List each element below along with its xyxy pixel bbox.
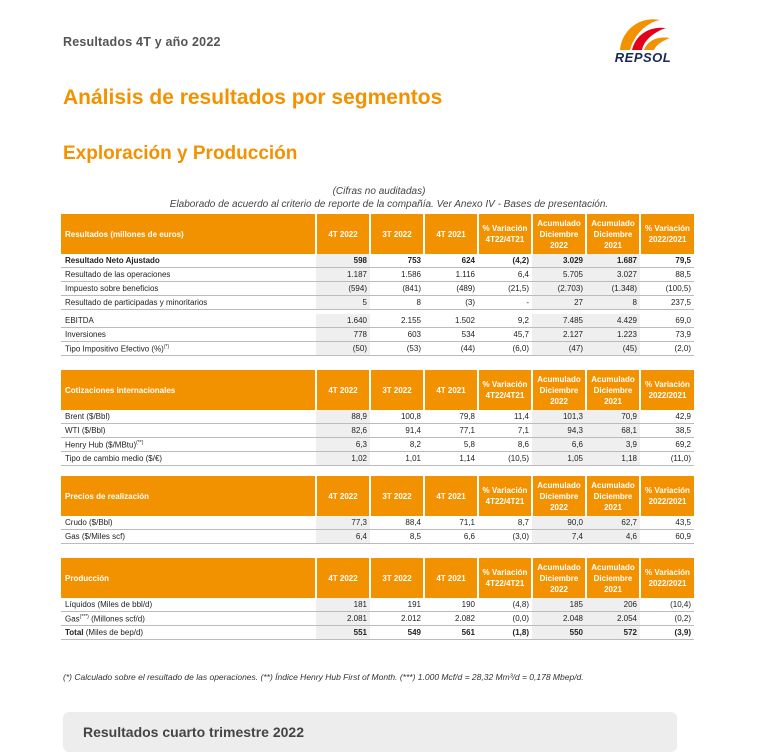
value-cell: 1,14 bbox=[424, 452, 478, 466]
row-label-text: Impuesto sobre beneficios bbox=[65, 284, 159, 293]
column-header: 3T 2022 bbox=[370, 476, 424, 516]
value-cell: (2.703) bbox=[532, 282, 586, 296]
row-label bbox=[61, 516, 316, 530]
column-header: 4T 2021 bbox=[424, 370, 478, 410]
row-label-text: WTI ($/Bbl) bbox=[65, 426, 106, 435]
table-header-row bbox=[61, 370, 694, 410]
document-header: Resultados 4T y año 2022 bbox=[63, 35, 221, 49]
column-header: 4T 2022 bbox=[316, 214, 370, 254]
table-row bbox=[61, 626, 694, 640]
section-table bbox=[61, 370, 694, 466]
table-row bbox=[61, 268, 694, 282]
row-label bbox=[61, 438, 316, 452]
column-header: Acumulado Diciembre 2021 bbox=[586, 370, 640, 410]
value-cell: - bbox=[478, 296, 532, 310]
column-header: 4T 2022 bbox=[316, 558, 370, 598]
table-header-row bbox=[61, 476, 694, 516]
value-cell: 4,6 bbox=[586, 530, 640, 544]
value-cell: 5,8 bbox=[424, 438, 478, 452]
value-cell: 185 bbox=[532, 598, 586, 612]
value-cell: 88,4 bbox=[370, 516, 424, 530]
value-cell: 8,5 bbox=[370, 530, 424, 544]
value-cell: 94,3 bbox=[532, 424, 586, 438]
value-cell: 2.048 bbox=[532, 612, 586, 626]
column-header: 3T 2022 bbox=[370, 214, 424, 254]
value-cell: (2,0) bbox=[640, 342, 694, 356]
value-cell: 43,5 bbox=[640, 516, 694, 530]
value-cell: 603 bbox=[370, 328, 424, 342]
row-label-text: Líquidos (Miles de bbl/d) bbox=[65, 600, 153, 609]
value-cell: (47) bbox=[532, 342, 586, 356]
column-header: 3T 2022 bbox=[370, 558, 424, 598]
row-label bbox=[61, 282, 316, 296]
value-cell: 181 bbox=[316, 598, 370, 612]
value-cell: 3.029 bbox=[532, 254, 586, 268]
value-cell: 190 bbox=[424, 598, 478, 612]
value-cell: 7,4 bbox=[532, 530, 586, 544]
page-title: Análisis de resultados por segmentos bbox=[63, 86, 443, 109]
row-label bbox=[61, 254, 316, 268]
value-cell: (6,0) bbox=[478, 342, 532, 356]
value-cell: 6,3 bbox=[316, 438, 370, 452]
table-row bbox=[61, 452, 694, 466]
value-cell: 88,5 bbox=[640, 268, 694, 282]
value-cell: 73,9 bbox=[640, 328, 694, 342]
value-cell: 598 bbox=[316, 254, 370, 268]
row-label bbox=[61, 268, 316, 282]
section-title: Producción bbox=[61, 558, 316, 598]
value-cell: (50) bbox=[316, 342, 370, 356]
value-cell: 6,6 bbox=[424, 530, 478, 544]
row-label bbox=[61, 314, 316, 328]
value-cell: 6,6 bbox=[532, 438, 586, 452]
row-label bbox=[61, 424, 316, 438]
table-row bbox=[61, 296, 694, 310]
column-header: % Variación 2022/2021 bbox=[640, 558, 694, 598]
table-header-row bbox=[61, 214, 694, 254]
logo-text: REPSOL bbox=[614, 50, 672, 65]
value-cell: 5.705 bbox=[532, 268, 586, 282]
value-cell: 2.054 bbox=[586, 612, 640, 626]
column-header: 4T 2022 bbox=[316, 476, 370, 516]
value-cell: 100,8 bbox=[370, 410, 424, 424]
column-header: Acumulado Diciembre 2022 bbox=[532, 558, 586, 598]
value-cell: (594) bbox=[316, 282, 370, 296]
value-cell: 38,5 bbox=[640, 424, 694, 438]
value-cell: (4,8) bbox=[478, 598, 532, 612]
section-table bbox=[61, 558, 694, 640]
value-cell: 69,2 bbox=[640, 438, 694, 452]
row-label-unit: (Millones scf/d) bbox=[88, 614, 145, 624]
column-header: Acumulado Diciembre 2022 bbox=[532, 214, 586, 254]
column-header: % Variación 2022/2021 bbox=[640, 214, 694, 254]
column-header: 4T 2021 bbox=[424, 558, 478, 598]
value-cell: 753 bbox=[370, 254, 424, 268]
column-header: Acumulado Diciembre 2021 bbox=[586, 558, 640, 598]
column-header: 4T 2021 bbox=[424, 476, 478, 516]
table-row bbox=[61, 438, 694, 452]
table-row bbox=[61, 598, 694, 612]
row-label-text: Inversiones bbox=[65, 330, 106, 339]
column-header: 3T 2022 bbox=[370, 370, 424, 410]
value-cell: 88,9 bbox=[316, 410, 370, 424]
value-cell: 101,3 bbox=[532, 410, 586, 424]
table-row bbox=[61, 342, 694, 356]
value-cell: (10,4) bbox=[640, 598, 694, 612]
table-row bbox=[61, 254, 694, 268]
row-label-text: Brent ($/Bbl) bbox=[65, 412, 110, 421]
value-cell: (100,5) bbox=[640, 282, 694, 296]
table-row bbox=[61, 516, 694, 530]
row-label-text: Henry Hub ($/MBtu) bbox=[65, 440, 137, 450]
row-label-text: Gas bbox=[65, 614, 80, 624]
value-cell: 70,9 bbox=[586, 410, 640, 424]
section-table bbox=[61, 476, 694, 544]
value-cell: 1,05 bbox=[532, 452, 586, 466]
value-cell: (10,5) bbox=[478, 452, 532, 466]
row-label-text: Resultado Neto Ajustado bbox=[65, 256, 160, 265]
table-row bbox=[61, 612, 694, 626]
value-cell: 778 bbox=[316, 328, 370, 342]
row-label-text: EBITDA bbox=[65, 316, 94, 325]
table-header-row bbox=[61, 558, 694, 598]
value-cell: 8 bbox=[586, 296, 640, 310]
section-title: Precios de realización bbox=[61, 476, 316, 516]
row-label-text: Total bbox=[65, 628, 84, 637]
value-cell: (489) bbox=[424, 282, 478, 296]
column-header: % Variación 4T22/4T21 bbox=[478, 476, 532, 516]
value-cell: 550 bbox=[532, 626, 586, 640]
row-label-text: Tipo Impositivo Efectivo (%) bbox=[65, 344, 164, 354]
value-cell: 42,9 bbox=[640, 410, 694, 424]
value-cell: 191 bbox=[370, 598, 424, 612]
value-cell: 534 bbox=[424, 328, 478, 342]
value-cell: 60,9 bbox=[640, 530, 694, 544]
value-cell: 5 bbox=[316, 296, 370, 310]
value-cell: 237,5 bbox=[640, 296, 694, 310]
section-title: Cotizaciones internacionales bbox=[61, 370, 316, 410]
value-cell: 551 bbox=[316, 626, 370, 640]
value-cell: 68,1 bbox=[586, 424, 640, 438]
row-label bbox=[61, 598, 316, 612]
value-cell: 206 bbox=[586, 598, 640, 612]
value-cell: 11,4 bbox=[478, 410, 532, 424]
value-cell: 1.687 bbox=[586, 254, 640, 268]
value-cell: 45,7 bbox=[478, 328, 532, 342]
column-header: % Variación 4T22/4T21 bbox=[478, 370, 532, 410]
row-label-text: Gas ($/Miles scf) bbox=[65, 532, 126, 541]
row-label bbox=[61, 328, 316, 342]
value-cell: (3,9) bbox=[640, 626, 694, 640]
footnote-marker: (*) bbox=[163, 343, 170, 350]
row-label-text: Tipo de cambio medio ($/€) bbox=[65, 454, 163, 463]
column-header: % Variación 2022/2021 bbox=[640, 476, 694, 516]
value-cell: 1.187 bbox=[316, 268, 370, 282]
value-cell: 91,4 bbox=[370, 424, 424, 438]
value-cell: 2.155 bbox=[370, 314, 424, 328]
value-cell: 3,9 bbox=[586, 438, 640, 452]
value-cell: (45) bbox=[586, 342, 640, 356]
row-label bbox=[61, 626, 316, 640]
row-label bbox=[61, 530, 316, 544]
column-header: Acumulado Diciembre 2022 bbox=[532, 370, 586, 410]
value-cell: 561 bbox=[424, 626, 478, 640]
value-cell: 1.502 bbox=[424, 314, 478, 328]
value-cell: (4,2) bbox=[478, 254, 532, 268]
row-label-text: Resultado de las operaciones bbox=[65, 270, 171, 279]
value-cell: (1,8) bbox=[478, 626, 532, 640]
value-cell: 2.012 bbox=[370, 612, 424, 626]
footnote-marker: (**) bbox=[136, 439, 144, 446]
value-cell: 8 bbox=[370, 296, 424, 310]
footnote: (*) Calculado sobre el resultado de las operaciones. (**) Índice Henry Hub First of Month. (***) 1.000 Mcf/d = 28,32 Mm³/d = 0,178 Mbep/d. bbox=[63, 672, 584, 682]
value-cell: (11,0) bbox=[640, 452, 694, 466]
value-cell: 624 bbox=[424, 254, 478, 268]
value-cell: 1,01 bbox=[370, 452, 424, 466]
value-cell: 79,5 bbox=[640, 254, 694, 268]
value-cell: 7,1 bbox=[478, 424, 532, 438]
value-cell: (44) bbox=[424, 342, 478, 356]
value-cell: (21,5) bbox=[478, 282, 532, 296]
column-header: 4T 2021 bbox=[424, 214, 478, 254]
value-cell: 71,1 bbox=[424, 516, 478, 530]
value-cell: (1.348) bbox=[586, 282, 640, 296]
row-label bbox=[61, 452, 316, 466]
value-cell: (53) bbox=[370, 342, 424, 356]
value-cell: (3) bbox=[424, 296, 478, 310]
criteria-note: Elaborado de acuerdo al criterio de reporte de la compañía. Ver Anexo IV - Bases de presentación. bbox=[169, 199, 609, 210]
value-cell: 77,1 bbox=[424, 424, 478, 438]
table-row bbox=[61, 328, 694, 342]
row-label bbox=[61, 342, 316, 356]
repsol-logo bbox=[608, 10, 678, 68]
row-label bbox=[61, 612, 316, 626]
value-cell: (0,2) bbox=[640, 612, 694, 626]
value-cell: 1.223 bbox=[586, 328, 640, 342]
column-header: % Variación 4T22/4T21 bbox=[478, 558, 532, 598]
value-cell: 2.127 bbox=[532, 328, 586, 342]
row-label-unit: (Miles de bep/d) bbox=[83, 628, 144, 637]
table-row bbox=[61, 530, 694, 544]
value-cell: 1.586 bbox=[370, 268, 424, 282]
value-cell: 6,4 bbox=[478, 268, 532, 282]
value-cell: 549 bbox=[370, 626, 424, 640]
value-cell: 77,3 bbox=[316, 516, 370, 530]
footer-title: Resultados cuarto trimestre 2022 bbox=[83, 724, 304, 740]
unaudited-note: (Cifras no auditadas) bbox=[332, 186, 426, 197]
column-header: % Variación 2022/2021 bbox=[640, 370, 694, 410]
column-header: Acumulado Diciembre 2021 bbox=[586, 214, 640, 254]
column-header: % Variación 4T22/4T21 bbox=[478, 214, 532, 254]
value-cell: 1.640 bbox=[316, 314, 370, 328]
table-row bbox=[61, 282, 694, 296]
value-cell: 1,02 bbox=[316, 452, 370, 466]
value-cell: 9,2 bbox=[478, 314, 532, 328]
table-row bbox=[61, 410, 694, 424]
value-cell: 1.116 bbox=[424, 268, 478, 282]
value-cell: (841) bbox=[370, 282, 424, 296]
value-cell: 7.485 bbox=[532, 314, 586, 328]
row-label bbox=[61, 296, 316, 310]
column-header: 4T 2022 bbox=[316, 370, 370, 410]
table-row bbox=[61, 424, 694, 438]
footer-bar bbox=[63, 712, 677, 752]
value-cell: 27 bbox=[532, 296, 586, 310]
section-subtitle: Exploración y Producción bbox=[63, 143, 298, 164]
value-cell: 572 bbox=[586, 626, 640, 640]
column-header: Acumulado Diciembre 2022 bbox=[532, 476, 586, 516]
row-label-text: Crudo ($/Bbl) bbox=[65, 518, 113, 527]
value-cell: 69,0 bbox=[640, 314, 694, 328]
value-cell: 8,2 bbox=[370, 438, 424, 452]
value-cell: 2.081 bbox=[316, 612, 370, 626]
section-title: Resultados (millones de euros) bbox=[61, 214, 316, 254]
section-table bbox=[61, 214, 694, 356]
value-cell: 8,6 bbox=[478, 438, 532, 452]
value-cell: 2.082 bbox=[424, 612, 478, 626]
value-cell: 4.429 bbox=[586, 314, 640, 328]
repsol-flame-icon bbox=[608, 10, 678, 52]
value-cell: 1,18 bbox=[586, 452, 640, 466]
value-cell: 8,7 bbox=[478, 516, 532, 530]
value-cell: 90,0 bbox=[532, 516, 586, 530]
value-cell: 6,4 bbox=[316, 530, 370, 544]
value-cell: 79,8 bbox=[424, 410, 478, 424]
value-cell: 3.027 bbox=[586, 268, 640, 282]
row-label bbox=[61, 410, 316, 424]
value-cell: 82,6 bbox=[316, 424, 370, 438]
table-row bbox=[61, 314, 694, 328]
footnote-marker: (***) bbox=[79, 613, 89, 620]
value-cell: 62,7 bbox=[586, 516, 640, 530]
row-label-text: Resultado de participadas y minoritarios bbox=[65, 298, 208, 307]
column-header: Acumulado Diciembre 2021 bbox=[586, 476, 640, 516]
value-cell: (0,0) bbox=[478, 612, 532, 626]
value-cell: (3,0) bbox=[478, 530, 532, 544]
